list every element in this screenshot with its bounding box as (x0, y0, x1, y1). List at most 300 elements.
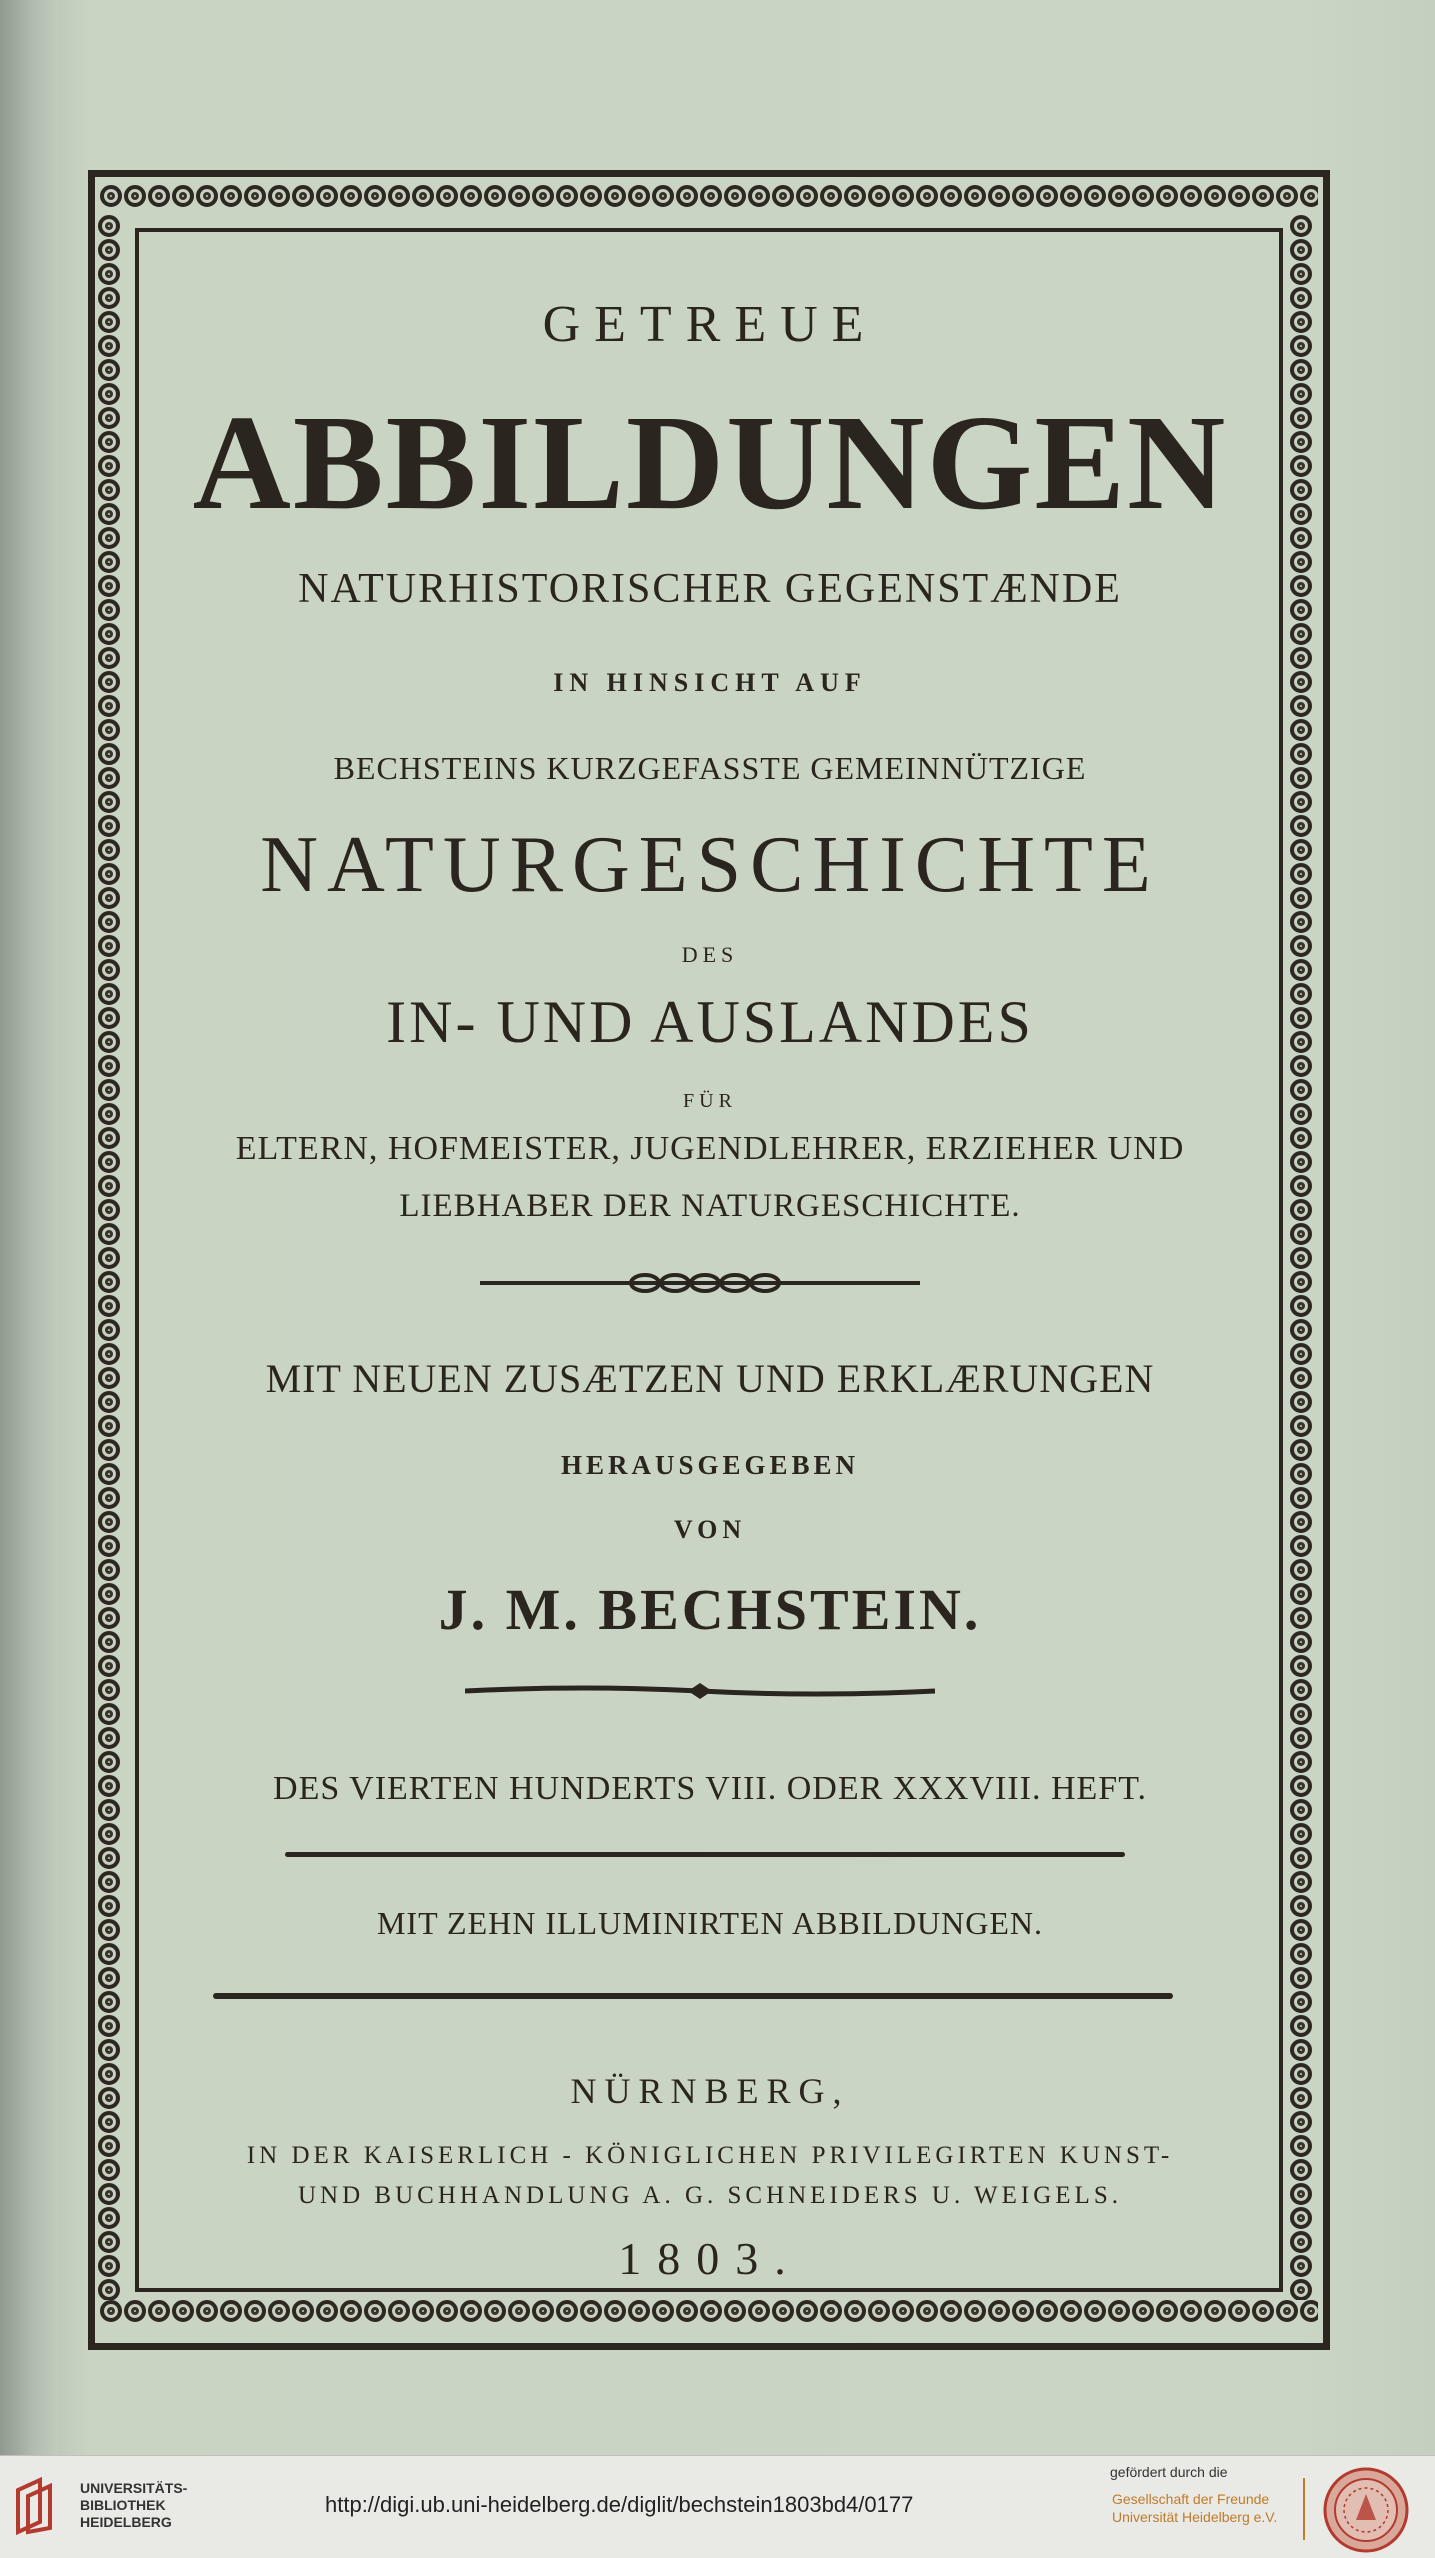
text-mit-neuen-zusaetzen: MIT NEUEN ZUSÆTZEN UND ERKLÆRUNGEN (265, 1356, 1155, 1401)
bead-ornament (98, 431, 120, 453)
text-in-hinsicht: IN HINSICHT AUF (553, 668, 867, 697)
bead-ornament (98, 1247, 120, 1269)
bead-ornament (98, 1415, 120, 1437)
bead-ornament (98, 2087, 120, 2109)
bead-ornament (98, 215, 120, 237)
bead-ornament (820, 2300, 842, 2322)
bead-ornament (532, 185, 554, 207)
bead-ornament (1290, 287, 1312, 309)
bead-ornament (1290, 1055, 1312, 1077)
bead-ornament (98, 2207, 120, 2229)
bead-ornament (98, 479, 120, 501)
bead-ornament (98, 2183, 120, 2205)
text-des: DES (681, 942, 739, 967)
bead-ornament (98, 2039, 120, 2061)
library-logo-icon (14, 2476, 70, 2536)
bead-ornament (98, 2063, 120, 2085)
bead-ornament (98, 1631, 120, 1653)
bead-ornament (98, 263, 120, 285)
bead-ornament (388, 185, 410, 207)
bead-ornament (124, 2300, 146, 2322)
bead-ornament (1290, 215, 1312, 237)
bead-ornament (98, 815, 120, 837)
bead-ornament (1290, 239, 1312, 261)
bead-ornament (98, 1391, 120, 1413)
bead-ornament (98, 1343, 120, 1365)
bead-ornament (508, 185, 530, 207)
bead-ornament (98, 1751, 120, 1773)
bead-ornament (532, 2300, 554, 2322)
bead-ornament (98, 1559, 120, 1581)
bead-ornament (98, 863, 120, 885)
bead-ornament (1290, 1871, 1312, 1893)
bead-ornament (1180, 185, 1202, 207)
bead-ornament (1290, 1007, 1312, 1029)
bead-ornament (98, 1871, 120, 1893)
bead-ornament (436, 185, 458, 207)
bead-ornament (98, 383, 120, 405)
rule-2 (213, 1993, 1173, 1999)
bead-ornament (98, 1919, 120, 1941)
bead-ornament (1290, 1127, 1312, 1149)
bead-ornament (748, 2300, 770, 2322)
bead-ornament (1290, 455, 1312, 477)
bead-ornament (98, 1127, 120, 1149)
bead-ornament (98, 2255, 120, 2277)
bead-ornament (652, 185, 674, 207)
bead-ornament (1290, 1655, 1312, 1677)
bead-ornament (1290, 1223, 1312, 1245)
bead-ornament (98, 1055, 120, 1077)
bead-ornament (1290, 1703, 1312, 1725)
bead-ornament (1290, 527, 1312, 549)
bead-ornament (1290, 2183, 1312, 2205)
bead-ornament (98, 1727, 120, 1749)
bead-ornament (1290, 2063, 1312, 2085)
bead-ornament (1228, 2300, 1250, 2322)
bead-ornament (1300, 2300, 1318, 2322)
rule-1 (285, 1852, 1125, 1857)
bead-ornament (98, 1679, 120, 1701)
bead-ornament (98, 1439, 120, 1461)
bead-ornament (1290, 1343, 1312, 1365)
text-fuer: FÜR (683, 1090, 737, 1112)
sponsor-line1: Gesellschaft der Freunde (1112, 2491, 1270, 2507)
bead-ornament (268, 185, 290, 207)
bead-ornament (98, 1775, 120, 1797)
bead-ornament (412, 2300, 434, 2322)
bead-ornament (1290, 551, 1312, 573)
bead-ornament (1290, 1439, 1312, 1461)
bead-ornament (412, 185, 434, 207)
bead-ornament (1156, 185, 1178, 207)
bead-ornament (508, 2300, 530, 2322)
bead-ornament (1290, 1823, 1312, 1845)
bead-ornament (1290, 911, 1312, 933)
bead-ornament (1290, 719, 1312, 741)
bead-ornament (98, 623, 120, 645)
bead-ornament (100, 185, 122, 207)
bead-ornament (98, 695, 120, 717)
bead-ornament (98, 983, 120, 1005)
bead-ornament (940, 185, 962, 207)
bead-ornament (1290, 1991, 1312, 2013)
footer-bar (0, 2455, 1435, 2558)
bead-ornament (98, 335, 120, 357)
bead-ornament (1290, 359, 1312, 381)
bead-ornament (98, 1655, 120, 1677)
bead-ornament (98, 743, 120, 765)
bead-ornament (98, 1895, 120, 1917)
bead-ornament (98, 2015, 120, 2037)
bead-ornament (98, 1823, 120, 1845)
bead-ornament (1290, 1631, 1312, 1653)
bead-ornament (700, 185, 722, 207)
publication-year: 1803. (618, 2233, 802, 2284)
bead-ornament (868, 2300, 890, 2322)
text-bechsteins: BECHSTEINS KURZGEFASSTE GEMEINNÜTZIGE (333, 750, 1087, 786)
bead-ornament (484, 2300, 506, 2322)
bead-ornament (98, 1487, 120, 1509)
bead-ornament (98, 599, 120, 621)
bead-ornament (98, 2231, 120, 2253)
bead-ornament (1290, 1295, 1312, 1317)
bead-ornament (1290, 1175, 1312, 1197)
bead-ornament (964, 185, 986, 207)
sponsor-name (1112, 2490, 1277, 2526)
bead-ornament (1290, 335, 1312, 357)
sponsor-line2: Universität Heidelberg e.V. (1112, 2509, 1278, 2525)
bead-ornament (98, 1703, 120, 1725)
bead-ornament (1252, 2300, 1274, 2322)
bead-ornament (1290, 959, 1312, 981)
text-audience-line2: LIEBHABER DER NATURGESCHICHTE. (399, 1188, 1021, 1224)
bead-ornament (1290, 575, 1312, 597)
sponsor-label: gefördert durch die (1110, 2464, 1228, 2480)
bead-ornament (98, 287, 120, 309)
bead-ornament (220, 2300, 242, 2322)
bead-ornament (1290, 2207, 1312, 2229)
bead-ornament (1290, 383, 1312, 405)
bead-ornament (98, 959, 120, 981)
bead-ornament (1290, 1535, 1312, 1557)
bead-ornament (340, 2300, 362, 2322)
bead-ornament (724, 185, 746, 207)
bead-ornament (98, 1607, 120, 1629)
author-name: J. M. BECHSTEIN. (438, 1577, 982, 1642)
bead-ornament (1290, 1103, 1312, 1125)
bead-ornament (436, 2300, 458, 2322)
bead-ornament (1290, 2111, 1312, 2133)
bead-ornament (1290, 1799, 1312, 1821)
bead-ornament (1290, 1031, 1312, 1053)
bead-ornament (1290, 1199, 1312, 1221)
subtitle-naturhistorischer: NATURHISTORISCHER GEGENSTÆNDE (298, 566, 1122, 612)
bead-ornament (916, 185, 938, 207)
university-seal-icon (1322, 2466, 1410, 2554)
bead-ornament (1290, 935, 1312, 957)
bead-ornament (1290, 1559, 1312, 1581)
bead-ornament (98, 911, 120, 933)
text-herausgegeben: HERAUSGEGEBEN (560, 1450, 860, 1480)
book-spine (0, 0, 58, 2455)
bead-ornament (1290, 1847, 1312, 1869)
bead-ornament (98, 1535, 120, 1557)
bead-ornament (1276, 185, 1298, 207)
bead-ornament (1290, 743, 1312, 765)
bead-ornament (98, 1799, 120, 1821)
bead-ornament (1290, 2135, 1312, 2157)
bead-ornament (892, 2300, 914, 2322)
bead-border-top (100, 185, 1318, 215)
publisher-line2: UND BUCHHANDLUNG A. G. SCHNEIDERS U. WEIGELS. (298, 2182, 1122, 2209)
bead-ornament (580, 185, 602, 207)
bead-ornament (1036, 2300, 1058, 2322)
bead-ornament (98, 1463, 120, 1485)
title-in-und-auslandes: IN- UND AUSLANDES (386, 989, 1034, 1055)
bead-ornament (98, 1151, 120, 1173)
bead-ornament (172, 2300, 194, 2322)
bead-ornament (98, 455, 120, 477)
bead-ornament (1290, 1415, 1312, 1437)
bead-ornament (1228, 185, 1250, 207)
bead-ornament (340, 185, 362, 207)
bead-ornament (98, 671, 120, 693)
bead-ornament (628, 2300, 650, 2322)
bead-ornament (1290, 1943, 1312, 1965)
bead-ornament (652, 2300, 674, 2322)
ornament-divider-1 (480, 1268, 920, 1298)
bead-ornament (1300, 185, 1318, 207)
bead-border-bottom (100, 2300, 1318, 2330)
bead-ornament (98, 1175, 120, 1197)
bead-ornament (1290, 1967, 1312, 1989)
bead-ornament (700, 2300, 722, 2322)
bead-ornament (98, 527, 120, 549)
bead-ornament (580, 2300, 602, 2322)
bead-ornament (1290, 791, 1312, 813)
bead-ornament (1290, 1511, 1312, 1533)
bead-ornament (98, 791, 120, 813)
bead-ornament (1290, 863, 1312, 885)
bead-ornament (1290, 1247, 1312, 1269)
text-von: VON (673, 1515, 747, 1544)
bead-ornament (98, 1103, 120, 1125)
library-name-line1: UNIVERSITÄTS- (80, 2480, 188, 2496)
bead-ornament (1132, 185, 1154, 207)
bead-ornament (1132, 2300, 1154, 2322)
bead-ornament (1060, 185, 1082, 207)
library-name-line2: BIBLIOTHEK (80, 2497, 166, 2513)
bead-ornament (868, 185, 890, 207)
bead-ornament (98, 887, 120, 909)
bead-ornament (1290, 1319, 1312, 1341)
bead-ornament (628, 185, 650, 207)
bead-ornament (1180, 2300, 1202, 2322)
bead-ornament (148, 185, 170, 207)
bead-ornament (892, 185, 914, 207)
ornament-divider-2 (465, 1676, 935, 1706)
bead-ornament (1290, 2279, 1312, 2300)
bead-ornament (796, 2300, 818, 2322)
bead-ornament (98, 1271, 120, 1293)
bead-ornament (556, 2300, 578, 2322)
bead-ornament (1060, 2300, 1082, 2322)
bead-ornament (98, 1367, 120, 1389)
footer-divider (1303, 2478, 1305, 2540)
bead-ornament (604, 185, 626, 207)
bead-ornament (98, 2111, 120, 2133)
bead-ornament (1108, 2300, 1130, 2322)
bead-ornament (1290, 263, 1312, 285)
bead-ornament (98, 1847, 120, 1869)
bead-ornament (98, 767, 120, 789)
bead-ornament (1276, 2300, 1298, 2322)
bead-ornament (964, 2300, 986, 2322)
library-name-line3: HEIDELBERG (80, 2514, 172, 2530)
text-heft-info: DES VIERTEN HUNDERTS VIII. ODER XXXVIII. HEFT. (273, 1770, 1147, 1807)
bead-ornament (98, 647, 120, 669)
bead-ornament (196, 185, 218, 207)
bead-ornament (916, 2300, 938, 2322)
bead-ornament (1290, 431, 1312, 453)
bead-ornament (844, 185, 866, 207)
bead-ornament (1290, 1079, 1312, 1101)
bead-ornament (1204, 2300, 1226, 2322)
bead-ornament (98, 1991, 120, 2013)
bead-ornament (364, 2300, 386, 2322)
bead-ornament (1290, 311, 1312, 333)
bead-ornament (1290, 1919, 1312, 1941)
bead-ornament (988, 2300, 1010, 2322)
bead-border-left (98, 215, 128, 2300)
bead-ornament (1290, 1151, 1312, 1173)
bead-ornament (244, 185, 266, 207)
bead-ornament (98, 2279, 120, 2300)
bead-ornament (772, 2300, 794, 2322)
bead-ornament (1290, 1607, 1312, 1629)
bead-ornament (604, 2300, 626, 2322)
bead-ornament (98, 2159, 120, 2181)
bead-ornament (1290, 503, 1312, 525)
bead-ornament (1156, 2300, 1178, 2322)
bead-ornament (1252, 185, 1274, 207)
bead-ornament (676, 185, 698, 207)
bead-ornament (1290, 1487, 1312, 1509)
bead-ornament (724, 2300, 746, 2322)
bead-ornament (1290, 1775, 1312, 1797)
bead-ornament (220, 185, 242, 207)
bead-ornament (988, 185, 1010, 207)
bead-ornament (148, 2300, 170, 2322)
bead-ornament (1290, 1751, 1312, 1773)
bead-ornament (796, 185, 818, 207)
bead-ornament (316, 2300, 338, 2322)
bead-ornament (1290, 1391, 1312, 1413)
text-audience-line1: ELTERN, HOFMEISTER, JUGENDLEHRER, ERZIEHER UND (235, 1130, 1185, 1167)
bead-ornament (292, 185, 314, 207)
bead-ornament (100, 2300, 122, 2322)
bead-ornament (1290, 1271, 1312, 1293)
bead-ornament (1036, 185, 1058, 207)
bead-ornament (98, 1223, 120, 1245)
permalink-url[interactable]: http://digi.ub.uni-heidelberg.de/diglit/bechstein1803bd4/0177 (325, 2492, 914, 2517)
bead-ornament (196, 2300, 218, 2322)
bead-ornament (1084, 185, 1106, 207)
bead-ornament (98, 551, 120, 573)
place-nuernberg: NÜRNBERG, (570, 2071, 850, 2111)
bead-ornament (748, 185, 770, 207)
bead-ornament (1290, 1367, 1312, 1389)
bead-ornament (1290, 695, 1312, 717)
bead-ornament (1290, 2159, 1312, 2181)
bead-ornament (676, 2300, 698, 2322)
bead-ornament (1012, 2300, 1034, 2322)
title-abbildungen: ABBILDUNGEN (192, 388, 1228, 538)
bead-ornament (172, 185, 194, 207)
bead-ornament (1108, 185, 1130, 207)
bead-ornament (460, 2300, 482, 2322)
bead-ornament (316, 185, 338, 207)
bead-ornament (98, 1319, 120, 1341)
bead-ornament (98, 407, 120, 429)
bead-ornament (98, 575, 120, 597)
bead-ornament (556, 185, 578, 207)
bead-ornament (98, 1967, 120, 1989)
bead-ornament (1204, 185, 1226, 207)
bead-ornament (1290, 2255, 1312, 2277)
bead-ornament (98, 719, 120, 741)
bead-ornament (98, 359, 120, 381)
bead-ornament (1290, 1895, 1312, 1917)
bead-ornament (1084, 2300, 1106, 2322)
bead-ornament (98, 1031, 120, 1053)
bead-ornament (820, 185, 842, 207)
bead-ornament (98, 503, 120, 525)
bead-ornament (1290, 599, 1312, 621)
bead-ornament (1290, 839, 1312, 861)
bead-border-right (1290, 215, 1320, 2300)
bead-ornament (1290, 983, 1312, 1005)
publisher-line1: IN DER KAISERLICH - KÖNIGLICHEN PRIVILEGIRTEN KUNST- (246, 2142, 1174, 2169)
bead-ornament (98, 1511, 120, 1533)
bead-ornament (772, 185, 794, 207)
bead-ornament (1290, 2039, 1312, 2061)
bead-ornament (1290, 1679, 1312, 1701)
bead-ornament (1012, 185, 1034, 207)
bead-ornament (98, 1943, 120, 1965)
bead-ornament (98, 1199, 120, 1221)
bead-ornament (364, 185, 386, 207)
bead-ornament (1290, 767, 1312, 789)
bead-ornament (388, 2300, 410, 2322)
bead-ornament (1290, 647, 1312, 669)
bead-ornament (1290, 407, 1312, 429)
bead-ornament (98, 1295, 120, 1317)
bead-ornament (98, 1079, 120, 1101)
bead-ornament (1290, 2231, 1312, 2253)
text-illuminirten: MIT ZEHN ILLUMINIRTEN ABBILDUNGEN. (376, 1905, 1044, 1941)
bead-ornament (1290, 1727, 1312, 1749)
bead-ornament (1290, 479, 1312, 501)
bead-ornament (124, 185, 146, 207)
bead-ornament (940, 2300, 962, 2322)
title-naturgeschichte: NATURGESCHICHTE (260, 821, 1160, 909)
bead-ornament (1290, 1463, 1312, 1485)
bead-ornament (98, 1583, 120, 1605)
title-getreue: GETREUE (542, 296, 878, 353)
bead-ornament (1290, 815, 1312, 837)
